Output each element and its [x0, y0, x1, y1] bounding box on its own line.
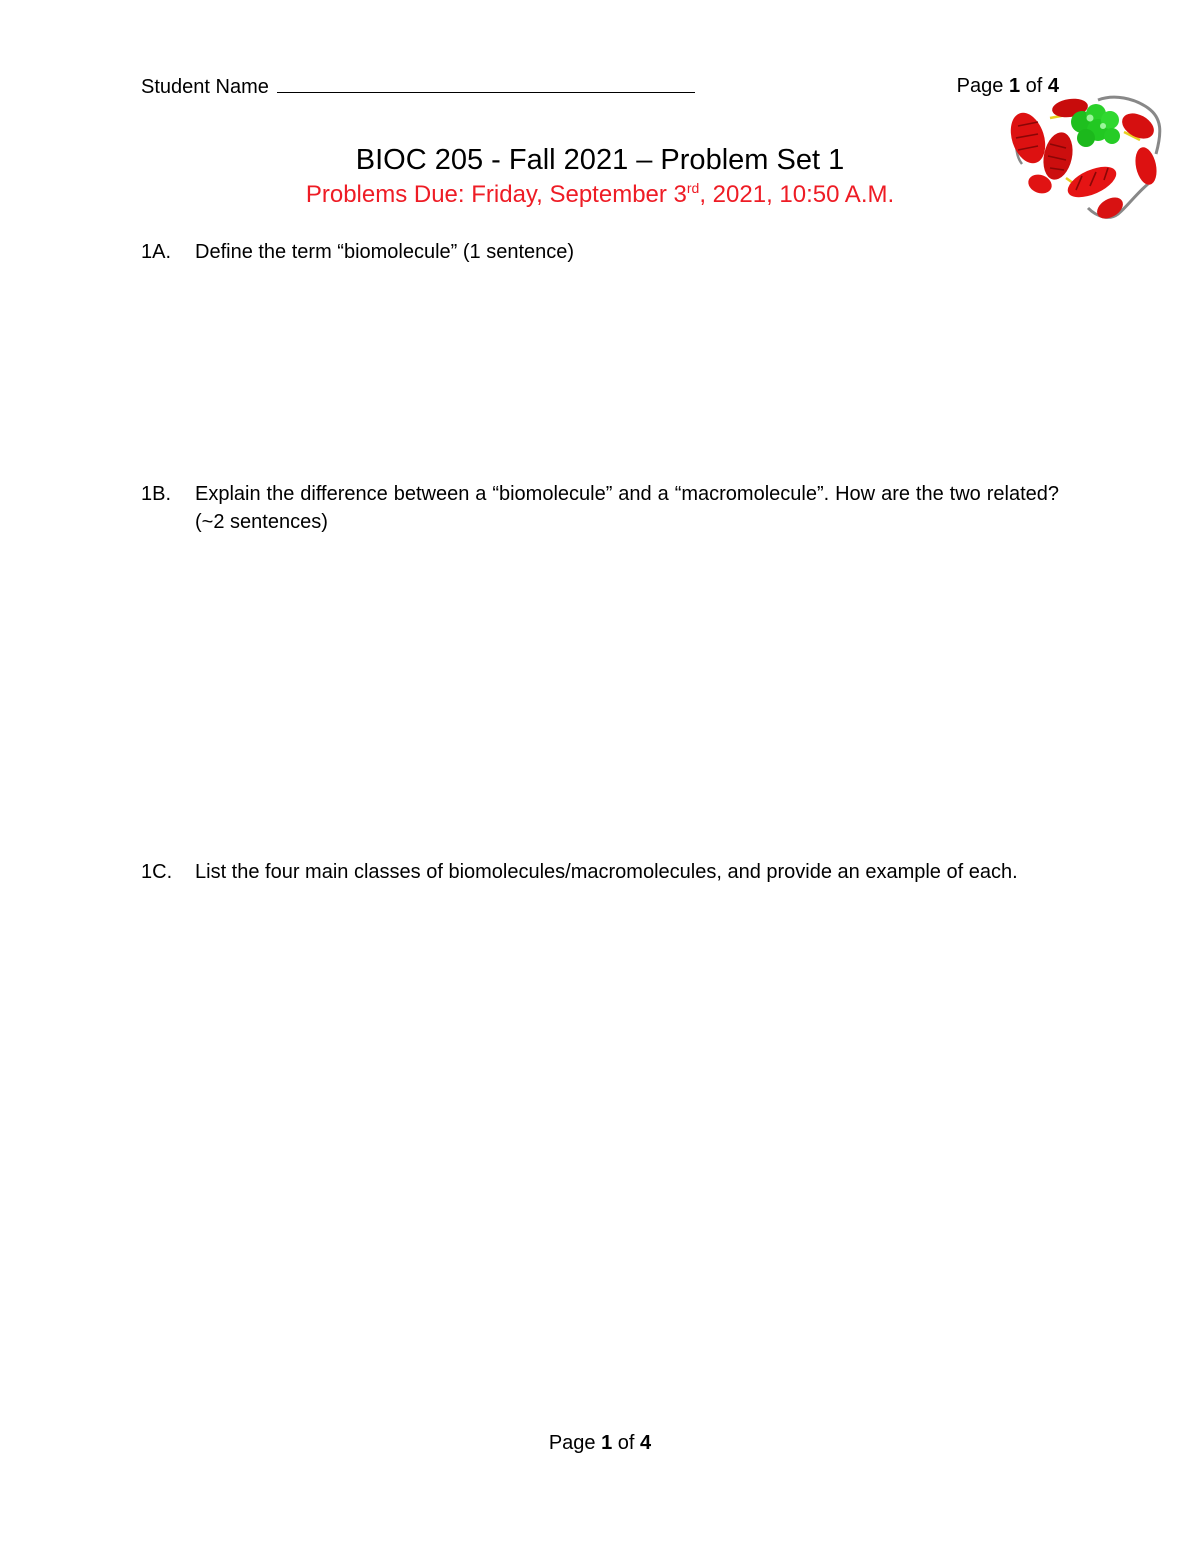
question-number: 1A.: [141, 241, 172, 263]
student-name-blank: [277, 72, 695, 93]
question-1b: [141, 480, 1059, 536]
student-name-line: [141, 72, 695, 101]
ligand-highlight: [1087, 115, 1094, 122]
page-header: [141, 72, 1059, 100]
due-date-prefix: Problems Due: Friday, September 3: [305, 181, 687, 208]
due-date-suffix: , 2021, 10:50 A.M.: [699, 181, 895, 208]
question-text: List the four main classes of biomolecules/macromolecules, and provide an example of each.: [195, 861, 1018, 883]
question-number: 1B.: [141, 483, 172, 505]
page-of: of: [1025, 75, 1043, 97]
due-date: [0, 180, 1200, 210]
footer-page-total: 4: [640, 1432, 652, 1454]
page-title: BIOC 205 - Fall 2021 – Problem Set 1: [355, 144, 845, 176]
footer-page-word: Page: [548, 1432, 596, 1454]
question-number: 1C.: [141, 861, 173, 883]
page-word: Page: [956, 75, 1004, 97]
footer-page-current: 1: [601, 1432, 613, 1454]
question-text: Define the term “biomolecule” (1 sentence): [195, 241, 575, 263]
footer-page-of: of: [617, 1432, 635, 1454]
page-total: 4: [1047, 75, 1059, 97]
page-current: 1: [1008, 75, 1021, 97]
question-text: Explain the difference between a “biomolecule” and a “macromolecule”. How are the two related? (~2 sentences): [195, 483, 1059, 533]
question-1c: [141, 858, 1059, 886]
student-name-label: Student Name: [141, 76, 269, 98]
page-footer: [0, 1429, 1200, 1457]
ligand-highlight: [1100, 123, 1106, 129]
question-1a: [141, 238, 1059, 266]
due-date-superscript: rd: [686, 180, 700, 196]
